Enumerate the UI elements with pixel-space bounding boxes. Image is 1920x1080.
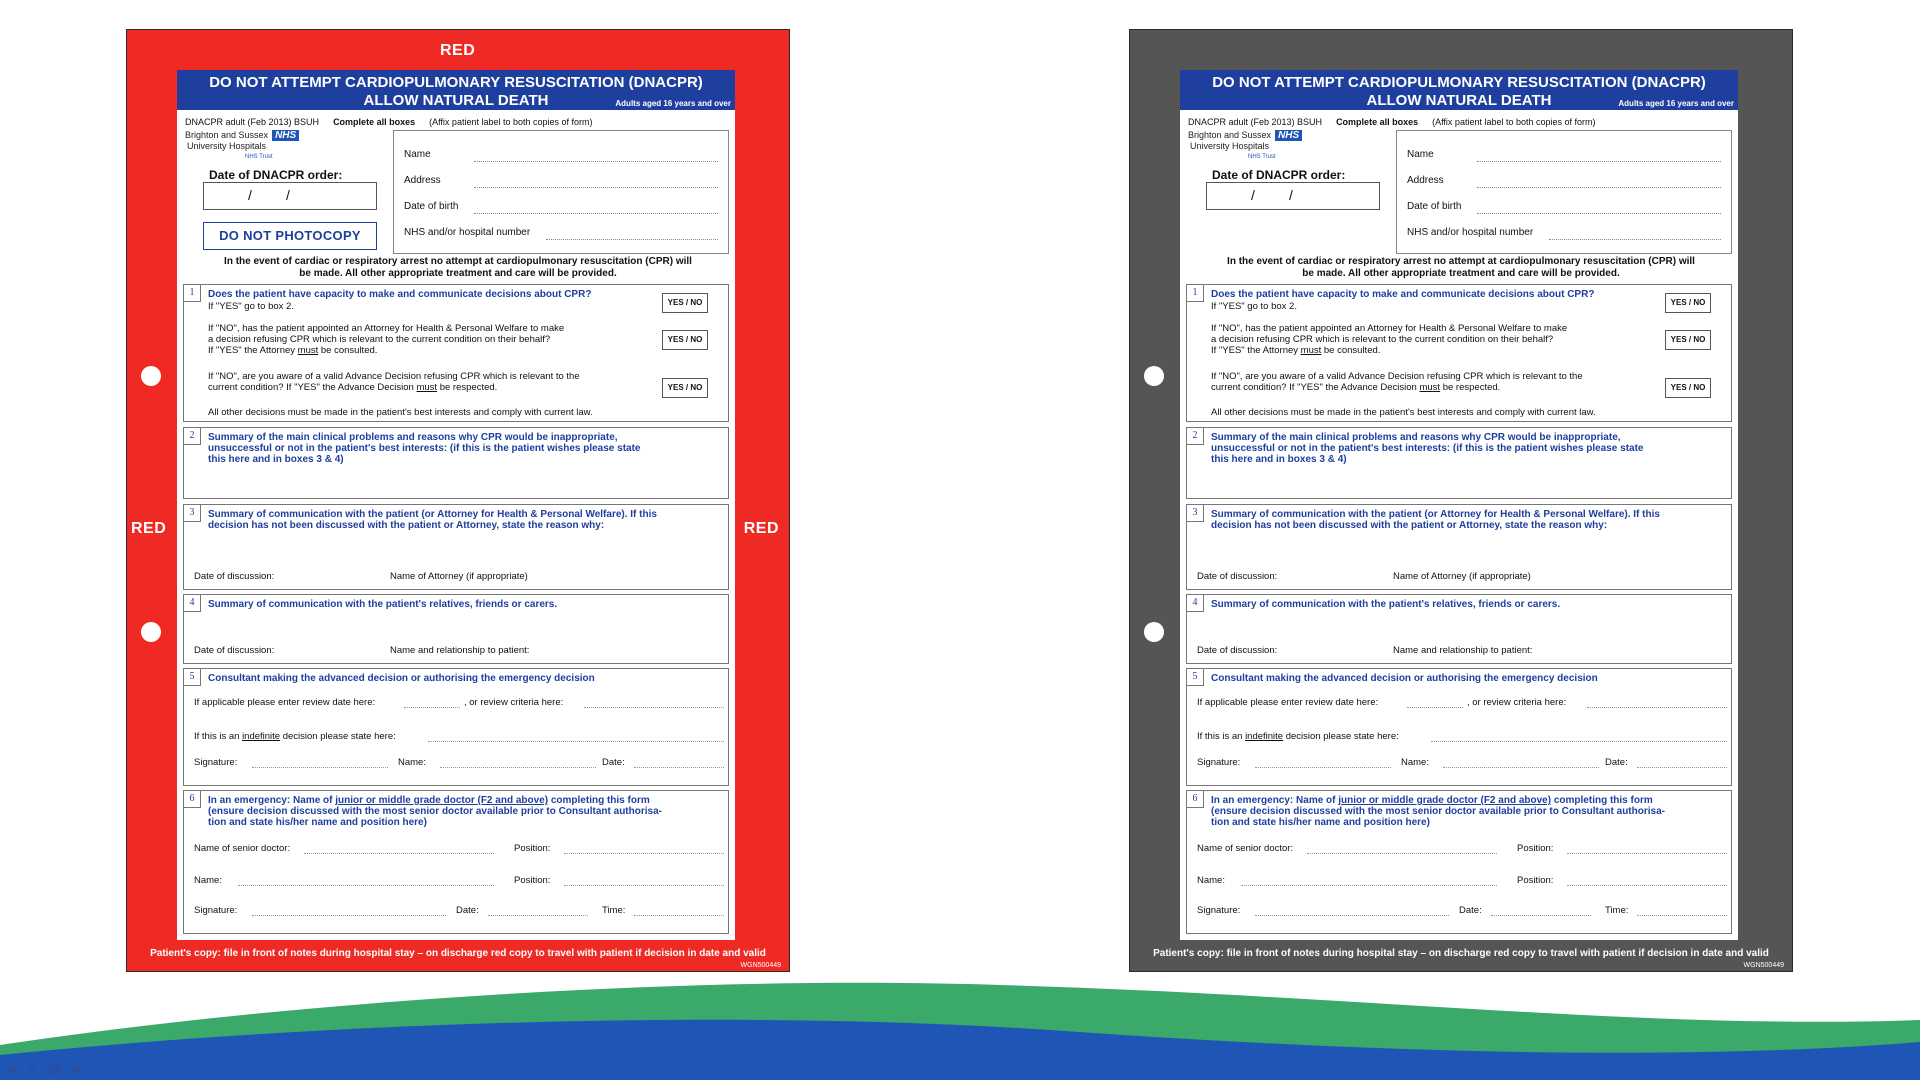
s6-line2: (ensure decision discussed with the most senior doctor available prior to Consultant authorisa- <box>208 806 662 817</box>
advance-must: must <box>1419 382 1441 393</box>
sheet-footer-code: WGN500449 <box>740 962 781 969</box>
form-ref: DNACPR adult (Feb 2013) BSUH <box>185 117 320 127</box>
s6-line1-c: completing this form <box>1551 795 1653 806</box>
best-interests-note: All other decisions must be made in the patient's best interests and comply with current law. <box>208 407 593 418</box>
patient-dob-label: Date of birth <box>404 201 459 212</box>
s2-line1: Summary of the main clinical problems and reasons why CPR would be inappropriate, <box>1211 432 1621 443</box>
complete-all-note: Complete all boxes <box>333 117 416 127</box>
s4-date-label: Date of discussion: <box>194 645 275 656</box>
nhs-logo-icon: NHS <box>272 130 299 141</box>
best-interests-note: All other decisions must be made in the patient's best interests and comply with current law. <box>1211 407 1596 418</box>
s3-line1: Summary of communication with the patient (or Attorney for Health & Personal Welfare). If this <box>208 509 657 520</box>
attorney-line1: If "NO", has the patient appointed an Attorney for Health & Personal Welfare to make <box>1211 323 1568 334</box>
patient-dob-label: Date of birth <box>1407 201 1462 212</box>
capacity-yes-note: If "YES" go to box 2. <box>1211 301 1297 312</box>
date-slash-1: / <box>248 187 252 203</box>
s3-attorney-label: Name of Attorney (if appropriate) <box>390 571 528 582</box>
s5-date-label: Date: <box>602 757 625 768</box>
patient-nhs-number-label: NHS and/or hospital number <box>404 227 531 238</box>
trust-line3: NHS Trust <box>245 154 273 160</box>
sheet-label-top: RED <box>440 42 476 59</box>
s6-line1-a: In an emergency: Name of <box>208 795 336 806</box>
s6-position-label-2: Position: <box>514 875 551 886</box>
s6-date-label: Date: <box>1459 905 1482 916</box>
sheet-footer: Patient's copy: file in front of notes during hospital stay – on discharge red copy to travel with patient if decision in date and valid <box>150 948 766 959</box>
s6-name-label: Name: <box>194 875 222 886</box>
section-number: 3 <box>1187 505 1204 522</box>
section-number: 2 <box>1187 428 1204 445</box>
s6-date-label: Date: <box>456 905 479 916</box>
section-number: 5 <box>1187 669 1204 686</box>
s5-line1: Consultant making the advanced decision or authorising the emergency decision <box>208 673 595 684</box>
cpr-statement-line2: be made. All other appropriate treatment and care will be provided. <box>1302 268 1620 279</box>
patient-address-label: Address <box>1407 175 1444 186</box>
section-number: 4 <box>184 595 201 612</box>
s4-relation-label: Name and relationship to patient: <box>1393 645 1533 656</box>
s2-line3: this here and in boxes 3 & 4) <box>1211 454 1347 465</box>
dnacpr-date-label: Date of DNACPR order: <box>209 168 343 182</box>
s3-line2: decision has not been discussed with the patient or Attorney, state the reason why: <box>1211 520 1608 531</box>
cpr-statement-line1: In the event of cardiac or respiratory arrest no attempt at cardiopulmonary resuscitation (CPR) will <box>1227 256 1695 267</box>
cpr-statement-line2: be made. All other appropriate treatment and care will be provided. <box>299 268 617 279</box>
s3-attorney-label: Name of Attorney (if appropriate) <box>1393 571 1531 582</box>
attorney-line3-a: If "YES" the Attorney <box>1211 345 1301 356</box>
s5-signature-label: Signature: <box>194 757 238 768</box>
screen-icon[interactable]: ▣ <box>48 1061 62 1077</box>
s5-date-label: Date: <box>1605 757 1628 768</box>
advance-yes-no-box[interactable]: YES / NO <box>1665 378 1711 398</box>
s6-name-label: Name: <box>1197 875 1225 886</box>
sheet-footer: Patient's copy: file in front of notes during hospital stay – on discharge red copy to travel with patient if decision in date and valid <box>1153 948 1769 959</box>
s6-line3: tion and state his/her name and position here) <box>1211 817 1430 828</box>
trust-line1: Brighton and Sussex <box>1188 130 1272 140</box>
s6-time-label: Time: <box>602 905 626 916</box>
s4-line1: Summary of communication with the patient's relatives, friends or carers. <box>1211 599 1561 610</box>
advance-line2-c: be respected. <box>437 382 498 393</box>
attorney-must: must <box>297 345 319 356</box>
s5-line1: Consultant making the advanced decision or authorising the emergency decision <box>1211 673 1598 684</box>
capacity-question: Does the patient have capacity to make and communicate decisions about CPR? <box>208 289 592 300</box>
s2-line2: unsuccessful or not in the patient's best interests: (if this is the patient wishes please state <box>208 443 641 454</box>
sheet-label-left: RED <box>131 520 167 537</box>
s3-date-label: Date of discussion: <box>194 571 275 582</box>
attorney-line2: a decision refusing CPR which is relevant to the current condition on their behalf? <box>1211 334 1554 345</box>
capacity-question: Does the patient have capacity to make and communicate decisions about CPR? <box>1211 289 1595 300</box>
age-note: Adults aged 16 years and over <box>1618 99 1734 108</box>
trust-line2: University Hospitals <box>187 141 267 151</box>
section-number: 1 <box>1187 285 1204 302</box>
arrow-right-icon[interactable]: ▶ <box>71 1061 83 1077</box>
advance-line2-c: be respected. <box>1440 382 1501 393</box>
s4-relation-label: Name and relationship to patient: <box>390 645 530 656</box>
sheet-footer-code: WGN500449 <box>1743 962 1784 969</box>
affix-label-note: (Affix patient label to both copies of form) <box>1432 117 1596 127</box>
nhs-logo-icon: NHS <box>1275 130 1302 141</box>
attorney-yes-no-box[interactable]: YES / NO <box>662 330 708 350</box>
complete-all-note: Complete all boxes <box>1336 117 1419 127</box>
capacity-yes-no-box[interactable]: YES / NO <box>662 293 708 313</box>
s6-senior-label: Name of senior doctor: <box>1197 843 1294 854</box>
s6-signature-label: Signature: <box>194 905 238 916</box>
s5-review-label: If applicable please enter review date here: <box>1197 697 1379 708</box>
s3-line1: Summary of communication with the patient (or Attorney for Health & Personal Welfare). If this <box>1211 509 1660 520</box>
attorney-line3-c: be consulted. <box>318 345 378 356</box>
attorney-must: must <box>1300 345 1322 356</box>
attorney-line3-c: be consulted. <box>1321 345 1381 356</box>
do-not-photocopy-box: DO NOT PHOTOCOPY <box>203 222 377 250</box>
s5-indef-b: indefinite <box>242 731 281 742</box>
section-number: 2 <box>184 428 201 445</box>
section-number: 1 <box>184 285 201 302</box>
section-number: 4 <box>1187 595 1204 612</box>
capacity-yes-no-box[interactable]: YES / NO <box>1665 293 1711 313</box>
s6-line1-c: completing this form <box>548 795 650 806</box>
s6-position-label-1: Position: <box>514 843 551 854</box>
s5-name-label: Name: <box>398 757 426 768</box>
advance-must: must <box>416 382 438 393</box>
s3-line2: decision has not been discussed with the patient or Attorney, state the reason why: <box>208 520 605 531</box>
s5-criteria-label: , or review criteria here: <box>464 697 564 708</box>
advance-yes-no-box[interactable]: YES / NO <box>662 378 708 398</box>
date-slash-2: / <box>1289 187 1293 203</box>
s2-line2: unsuccessful or not in the patient's best interests: (if this is the patient wishes please state <box>1211 443 1644 454</box>
form-title-line2: ALLOW NATURAL DEATH <box>1366 92 1552 109</box>
form-title-line1: DO NOT ATTEMPT CARDIOPULMONARY RESUSCITATION (DNACPR) <box>209 74 703 91</box>
slide-nav-controls <box>2 1061 86 1077</box>
affix-label-note: (Affix patient label to both copies of form) <box>429 117 593 127</box>
form-title-line1: DO NOT ATTEMPT CARDIOPULMONARY RESUSCITATION (DNACPR) <box>1212 74 1706 91</box>
form-ref: DNACPR adult (Feb 2013) BSUH <box>1188 117 1323 127</box>
s6-time-label: Time: <box>1605 905 1629 916</box>
date-slash-1: / <box>1251 187 1255 203</box>
s3-date-label: Date of discussion: <box>1197 571 1278 582</box>
trust-line2: University Hospitals <box>1190 141 1270 151</box>
s6-senior-label: Name of senior doctor: <box>194 843 291 854</box>
section-number: 6 <box>1187 791 1204 808</box>
section-number: 3 <box>184 505 201 522</box>
s5-criteria-label: , or review criteria here: <box>1467 697 1567 708</box>
patient-name-label: Name <box>1407 149 1434 160</box>
s5-indef-c: decision please state here: <box>1283 731 1399 742</box>
s4-line1: Summary of communication with the patient's relatives, friends or carers. <box>208 599 558 610</box>
trust-line1: Brighton and Sussex <box>185 130 269 140</box>
age-note: Adults aged 16 years and over <box>615 99 731 108</box>
capacity-yes-note: If "YES" go to box 2. <box>208 301 294 312</box>
attorney-line1: If "NO", has the patient appointed an Attorney for Health & Personal Welfare to make <box>208 323 565 334</box>
s6-line3: tion and state his/her name and position here) <box>208 817 427 828</box>
advance-line1: If "NO", are you aware of a valid Advance Decision refusing CPR which is relevant to the <box>208 371 580 382</box>
sheet-label-right: RED <box>743 520 779 537</box>
attorney-line3-a: If "YES" the Attorney <box>208 345 298 356</box>
s2-line3: this here and in boxes 3 & 4) <box>208 454 344 465</box>
s2-line1: Summary of the main clinical problems and reasons why CPR would be inappropriate, <box>208 432 618 443</box>
attorney-yes-no-box[interactable]: YES / NO <box>1665 330 1711 350</box>
s4-date-label: Date of discussion: <box>1197 645 1278 656</box>
advance-line2-a: current condition? If "YES" the Advance Decision <box>208 382 417 393</box>
patient-nhs-number-label: NHS and/or hospital number <box>1407 227 1534 238</box>
section-number: 6 <box>184 791 201 808</box>
patient-address-label: Address <box>404 175 441 186</box>
advance-line2-a: current condition? If "YES" the Advance Decision <box>1211 382 1420 393</box>
s5-name-label: Name: <box>1401 757 1429 768</box>
pen-icon[interactable]: ✎ <box>27 1061 39 1077</box>
form-title-line2: ALLOW NATURAL DEATH <box>363 92 549 109</box>
trust-line3: NHS Trust <box>1248 154 1276 160</box>
s6-position-label-1: Position: <box>1517 843 1554 854</box>
s5-review-label: If applicable please enter review date here: <box>194 697 376 708</box>
s6-position-label-2: Position: <box>1517 875 1554 886</box>
section-number: 5 <box>184 669 201 686</box>
patient-name-label: Name <box>404 149 431 160</box>
arrow-left-icon[interactable]: ◀ <box>5 1061 17 1077</box>
attorney-line2: a decision refusing CPR which is relevant to the current condition on their behalf? <box>208 334 551 345</box>
s5-indef-b: indefinite <box>1245 731 1284 742</box>
advance-line1: If "NO", are you aware of a valid Advance Decision refusing CPR which is relevant to the <box>1211 371 1583 382</box>
s6-line1-b: junior or middle grade doctor (F2 and above) <box>1338 795 1552 806</box>
s5-indef-a: If this is an <box>194 731 243 742</box>
s5-indef-a: If this is an <box>1197 731 1246 742</box>
s5-signature-label: Signature: <box>1197 757 1241 768</box>
s6-line2: (ensure decision discussed with the most senior doctor available prior to Consultant authorisa- <box>1211 806 1665 817</box>
s6-line1-a: In an emergency: Name of <box>1211 795 1339 806</box>
s6-signature-label: Signature: <box>1197 905 1241 916</box>
dnacpr-date-label: Date of DNACPR order: <box>1212 168 1346 182</box>
s5-indef-c: decision please state here: <box>280 731 396 742</box>
s6-line1-b: junior or middle grade doctor (F2 and above) <box>335 795 549 806</box>
cpr-statement-line1: In the event of cardiac or respiratory arrest no attempt at cardiopulmonary resuscitation (CPR) will <box>224 256 692 267</box>
date-slash-2: / <box>286 187 290 203</box>
